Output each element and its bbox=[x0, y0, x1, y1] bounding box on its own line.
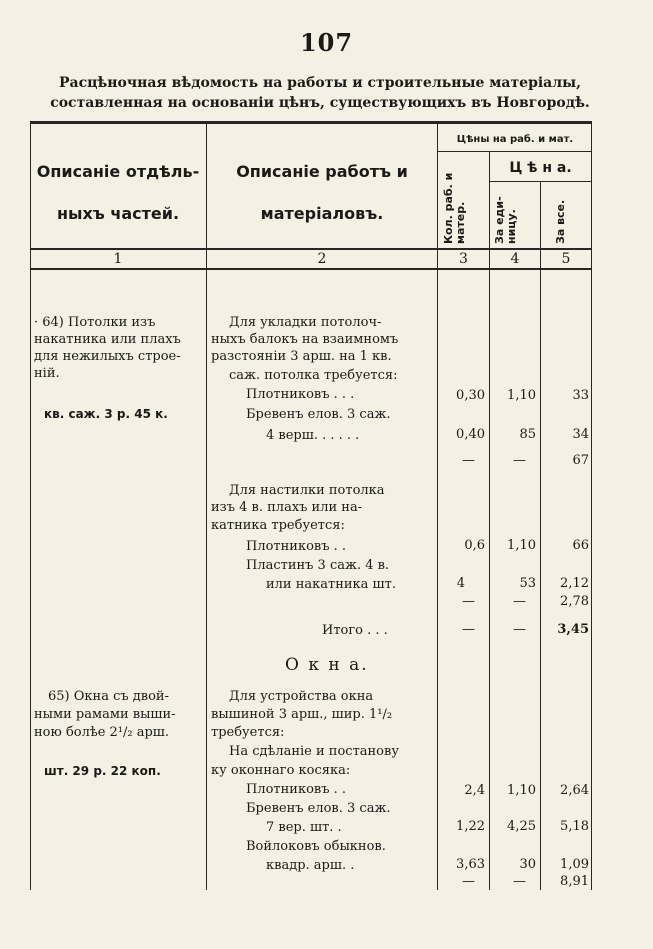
header-col2-line2: матеріаловъ. bbox=[260, 204, 384, 223]
header-col5: За все. bbox=[554, 199, 567, 244]
s1-r7-total: 3,45 bbox=[557, 622, 589, 637]
s2-part-line2: ными рамами выши- bbox=[34, 707, 176, 722]
s2-r2-unit: 4,25 bbox=[507, 819, 536, 834]
header-bottom-rule bbox=[30, 248, 592, 250]
s1-work-line5: Плотниковъ . . . bbox=[246, 387, 355, 402]
col-line-2 bbox=[437, 124, 438, 890]
page-number: 107 bbox=[299, 28, 354, 57]
s1-r4-total: 66 bbox=[572, 538, 589, 553]
s1-work-line2: ныхъ балокъ на взаимномъ bbox=[211, 332, 399, 347]
header-col2-line1: Описаніе работъ и bbox=[236, 162, 408, 181]
s2-r1-total: 2,64 bbox=[560, 783, 589, 798]
s1-r4-qty: 0,6 bbox=[464, 538, 485, 553]
s1-r5-total: 2,12 bbox=[560, 576, 589, 591]
s1-work-line9: изъ 4 в. плахъ или на- bbox=[211, 500, 363, 515]
col-number-1: 1 bbox=[113, 251, 123, 267]
header-prices-group: Цѣны на раб. и мат. bbox=[456, 134, 574, 145]
s1-r3-qty: — bbox=[462, 453, 475, 468]
s2-r2-qty: 1,22 bbox=[456, 819, 485, 834]
s1-r4-unit: 1,10 bbox=[507, 538, 536, 553]
s1-r6-unit: — bbox=[513, 594, 526, 609]
col-number-3: 3 bbox=[459, 251, 468, 267]
s2-r4-unit: — bbox=[513, 874, 526, 889]
s1-work-line6: Бревенъ елов. 3 саж. bbox=[246, 407, 391, 422]
header-col1-line2: ныхъ частей. bbox=[56, 204, 180, 223]
s2-work-line5: ку оконнаго косяка: bbox=[211, 763, 351, 778]
table-title-line-2: составленная на основаніи цѣнъ, существующихъ въ Новгородѣ. bbox=[50, 95, 590, 111]
s1-work-line4: саж. потолка требуется: bbox=[229, 368, 398, 383]
s1-itogo: Итого . . . bbox=[322, 623, 388, 638]
s1-part-line1: · 64) Потолки изъ bbox=[34, 315, 156, 330]
s1-r5-qty: 4 bbox=[456, 576, 465, 591]
s1-work-line10: катника требуется: bbox=[211, 518, 345, 533]
s2-r4-total: 8,91 bbox=[560, 874, 589, 889]
number-row-rule bbox=[30, 268, 592, 270]
s1-r2-qty: 0,40 bbox=[456, 427, 485, 442]
s1-r1-unit: 1,10 bbox=[507, 388, 536, 403]
s2-work-line7: Бревенъ елов. 3 саж. bbox=[246, 801, 391, 816]
table-title-line-1: Расцѣночная вѣдомость на работы и строительные матеріалы, bbox=[58, 75, 582, 91]
s1-work-line8: Для настилки потолка bbox=[229, 483, 385, 498]
s1-r1-qty: 0,30 bbox=[456, 388, 485, 403]
s2-work-line6: Плотниковъ . . bbox=[246, 782, 347, 797]
s2-work-line10: квадр. арш. . bbox=[266, 858, 355, 873]
s2-r1-qty: 2,4 bbox=[464, 783, 485, 798]
s1-r7-unit: — bbox=[513, 622, 526, 637]
s2-work-line9: Войлоковъ обыкнов. bbox=[246, 839, 386, 854]
s1-part-line4: ній. bbox=[34, 366, 60, 381]
s1-price-note: кв. саж. 3 р. 45 к. bbox=[44, 407, 168, 421]
prices-group-rule bbox=[438, 151, 592, 152]
header-col1-line1: Описаніе отдѣль- bbox=[36, 162, 200, 181]
s1-r6-total: 2,78 bbox=[560, 594, 589, 609]
s2-r3-unit: 30 bbox=[519, 857, 536, 872]
s2-r3-total: 1,09 bbox=[560, 857, 589, 872]
s1-r3-unit: — bbox=[513, 453, 526, 468]
table-top-rule bbox=[30, 121, 592, 124]
s2-r3-qty: 3,63 bbox=[456, 857, 485, 872]
s2-heading: О к н а. bbox=[285, 655, 369, 675]
col-number-5: 5 bbox=[561, 251, 571, 267]
s1-r2-total: 34 bbox=[572, 427, 589, 442]
s2-work-line2: вышиной 3 арш., шир. 1¹/₂ bbox=[211, 707, 393, 722]
s1-work-line12: Пластинъ 3 саж. 4 в. bbox=[246, 558, 390, 573]
s2-r1-unit: 1,10 bbox=[507, 783, 536, 798]
s1-work-line13: или накатника шт. bbox=[266, 577, 396, 592]
col-number-2: 2 bbox=[317, 251, 327, 267]
s1-work-line3: разстояніи 3 арш. на 1 кв. bbox=[211, 349, 392, 364]
s1-r1-total: 33 bbox=[572, 388, 589, 403]
s1-part-line2: накатника или плахъ bbox=[34, 332, 181, 347]
header-col4: За еди-ницу. bbox=[493, 196, 518, 244]
s2-work-line8: 7 вер. шт. . bbox=[266, 820, 342, 835]
col-line-left bbox=[30, 124, 31, 890]
s2-work-line1: Для устройства окна bbox=[229, 689, 374, 704]
s2-r2-total: 5,18 bbox=[560, 819, 589, 834]
s1-work-line11: Плотниковъ . . bbox=[246, 539, 347, 554]
header-col3: Кол. раб. и матер. bbox=[442, 172, 467, 244]
header-price-label: Ц ѣ н а. bbox=[509, 160, 572, 176]
col-number-4: 4 bbox=[510, 251, 520, 267]
s2-r4-qty: — bbox=[462, 874, 475, 889]
price-subgroup-rule bbox=[490, 181, 592, 182]
s2-part-line3: ною болѣе 2¹/₂ арш. bbox=[34, 725, 170, 740]
s1-r5-unit: 53 bbox=[519, 576, 536, 591]
s2-work-line4: На сдѣланіе и постанову bbox=[229, 744, 399, 759]
s2-price-note: шт. 29 р. 22 коп. bbox=[44, 764, 161, 778]
s1-r2-unit: 85 bbox=[519, 427, 536, 442]
s2-work-line3: требуется: bbox=[211, 725, 285, 740]
s1-part-line3: для нежилыхъ строе- bbox=[34, 349, 181, 364]
s1-work-line7: 4 верш. . . . . . bbox=[266, 428, 360, 443]
s1-r3-total: 67 bbox=[572, 453, 589, 468]
col-line-1 bbox=[206, 124, 207, 890]
col-line-right bbox=[591, 124, 592, 890]
s1-r7-qty: — bbox=[462, 622, 475, 637]
s2-part-line1: 65) Окна съ двой- bbox=[48, 689, 169, 704]
s1-work-line1: Для укладки потолоч- bbox=[229, 315, 382, 330]
s1-r6-qty: — bbox=[462, 594, 475, 609]
